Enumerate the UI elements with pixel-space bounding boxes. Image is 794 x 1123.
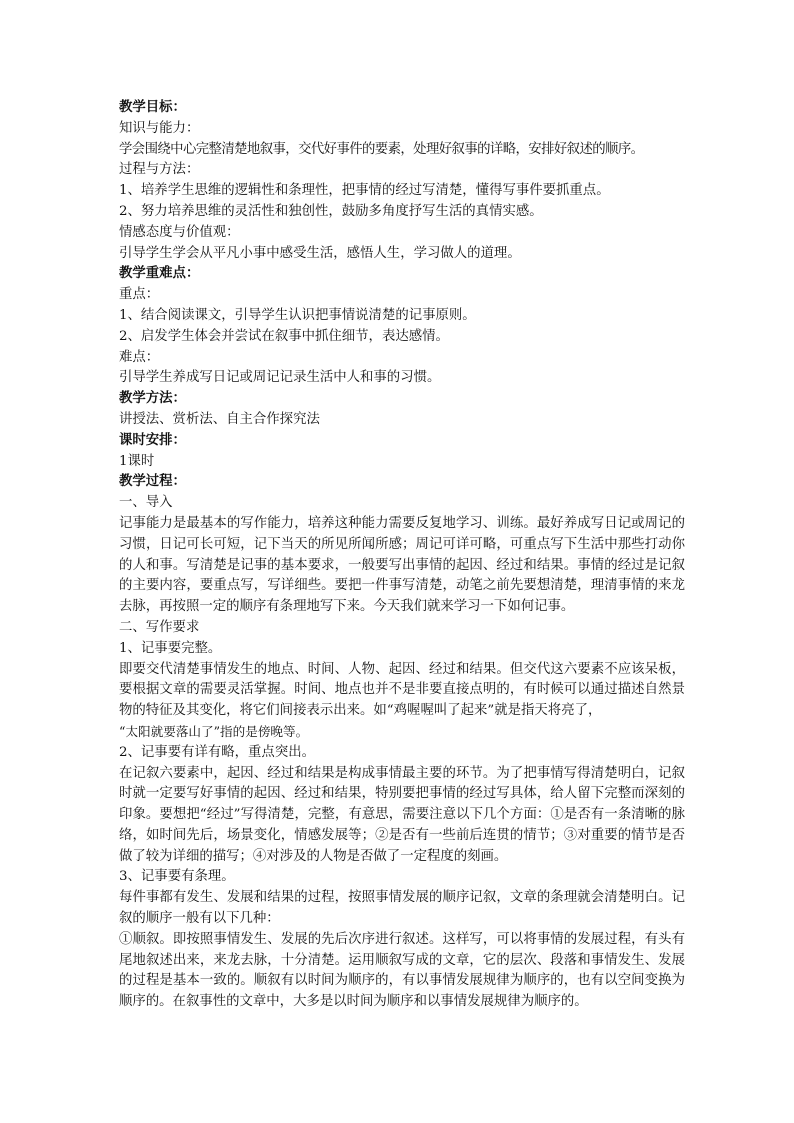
process-label: 过程与方法： — [119, 162, 200, 178]
difficult-label: 难点： — [119, 349, 160, 365]
goals-heading: 教学目标： — [119, 100, 186, 115]
procedure-heading: 教学过程： — [119, 474, 186, 490]
requirement-1-paragraph: 即要交代清楚事情发生的地点、时间、人物、起因、经过和结果。但交代这六要素不应该呆板，要根据文章的需要灵活掌握。时间、地点也并不是非要直接点明的，有时候可以通过描述自然景物的特征及其变化，将它们间接表示出来。如“鸡喔喔叫了起来”就是指天将亮了， — [119, 661, 685, 719]
schedule-text: 1课时 — [119, 453, 155, 469]
requirement-2-label: 2、记事要有详有略，重点突出。 — [119, 744, 315, 760]
difficult-text: 引导学生养成写日记或周记记录生活中人和事的习惯。 — [119, 370, 441, 386]
key-item-1: 1、结合阅读课文，引导学生认识把事情说清楚的记事原则。 — [119, 307, 476, 323]
process-item-2: 2、努力培养思维的灵活性和独创性，鼓励多角度抒写生活的真情实感。 — [119, 203, 543, 219]
key-difficult-heading: 教学重难点： — [119, 266, 200, 282]
key-label: 重点： — [119, 287, 160, 303]
requirement-1-label: 1、记事要完整。 — [119, 640, 222, 656]
method-text: 讲授法、赏析法、自主合作探究法 — [119, 411, 320, 427]
schedule-heading: 课时安排： — [119, 432, 186, 448]
requirement-2-paragraph: 在记叙六要素中，起因、经过和结果是构成事情最主要的环节。为了把事情写得清楚明白，记叙时就一定要写好事情的起因、经过和结果，特别要把事情的经过写具体，给人留下完整而深刻的印象。要想把“经过”写得清楚，完整，有意思，需要注意以下几个方面：①是否有一条清晰的脉络，如时间先后，场景变化，情感发展等；②是否有一些前后连贯的情节；③对重要的情节是否做了较为详细的描写；④对涉及的人物是否做了一定程度的刻画。 — [119, 765, 685, 864]
emotion-label: 情感态度与价值观： — [119, 224, 240, 240]
requirement-3-paragraph: 每件事都有发生、发展和结果的过程，按照事情发展的顺序记叙，文章的条理就会清楚明白。记叙的顺序一般有以下几种： — [119, 890, 685, 927]
knowledge-label: 知识与能力： — [119, 120, 200, 136]
requirement-1-quote: “太阳就要落山了”指的是傍晚等。 — [119, 723, 309, 739]
lesson-plan-page — [119, 98, 685, 1013]
key-item-2: 2、启发学生体会并尝试在叙事中抓住细节，表达感情。 — [119, 328, 449, 344]
intro-paragraph: 记事能力是最基本的写作能力，培养这种能力需要反复地学习、训练。最好养成写日记或周记的习惯，日记可长可短，记下当天的所见所闻所感；周记可详可略，可重点写下生活中那些打动你的人和事。写清楚是记事的基本要求，一般要写出事情的起因、经过和结果。事情的经过是记叙的主要内容，要重点写，写详细些。要把一件事写清楚，动笔之前先要想清楚，理清事情的来龙去脉，再按照一定的顺序有条理地写下来。今天我们就来学习一下如何记事。 — [119, 515, 685, 615]
requirement-3-label: 3、记事要有条理。 — [119, 869, 235, 885]
emotion-text: 引导学生学会从平凡小事中感受生活，感悟人生，学习做人的道理。 — [119, 245, 521, 261]
intro-label: 一、导入 — [119, 495, 173, 511]
method-heading: 教学方法： — [119, 391, 186, 407]
requirements-label: 二、写作要求 — [119, 619, 200, 635]
chronological-narration-paragraph: ①顺叙。即按照事情发生、发展的先后次序进行叙述。这样写，可以将事情的发展过程，有头有尾地叙述出来，来龙去脉，十分清楚。运用顺叙写成的文章，它的层次、段落和事情发生、发展的过程是基本一致的。顺叙有以时间为顺序的，有以事情发展规律为顺序的，也有以空间变换为顺序的。在叙事性的文章中，大多是以时间为顺序和以事情发展规律为顺序的。 — [119, 931, 685, 1010]
process-item-1: 1、培养学生思维的逻辑性和条理性，把事情的经过写清楚，懂得写事件要抓重点。 — [119, 183, 610, 199]
knowledge-text: 学会围绕中心完整清楚地叙事，交代好事件的要素，处理好叙事的详略，安排好叙述的顺序。 — [119, 141, 644, 157]
